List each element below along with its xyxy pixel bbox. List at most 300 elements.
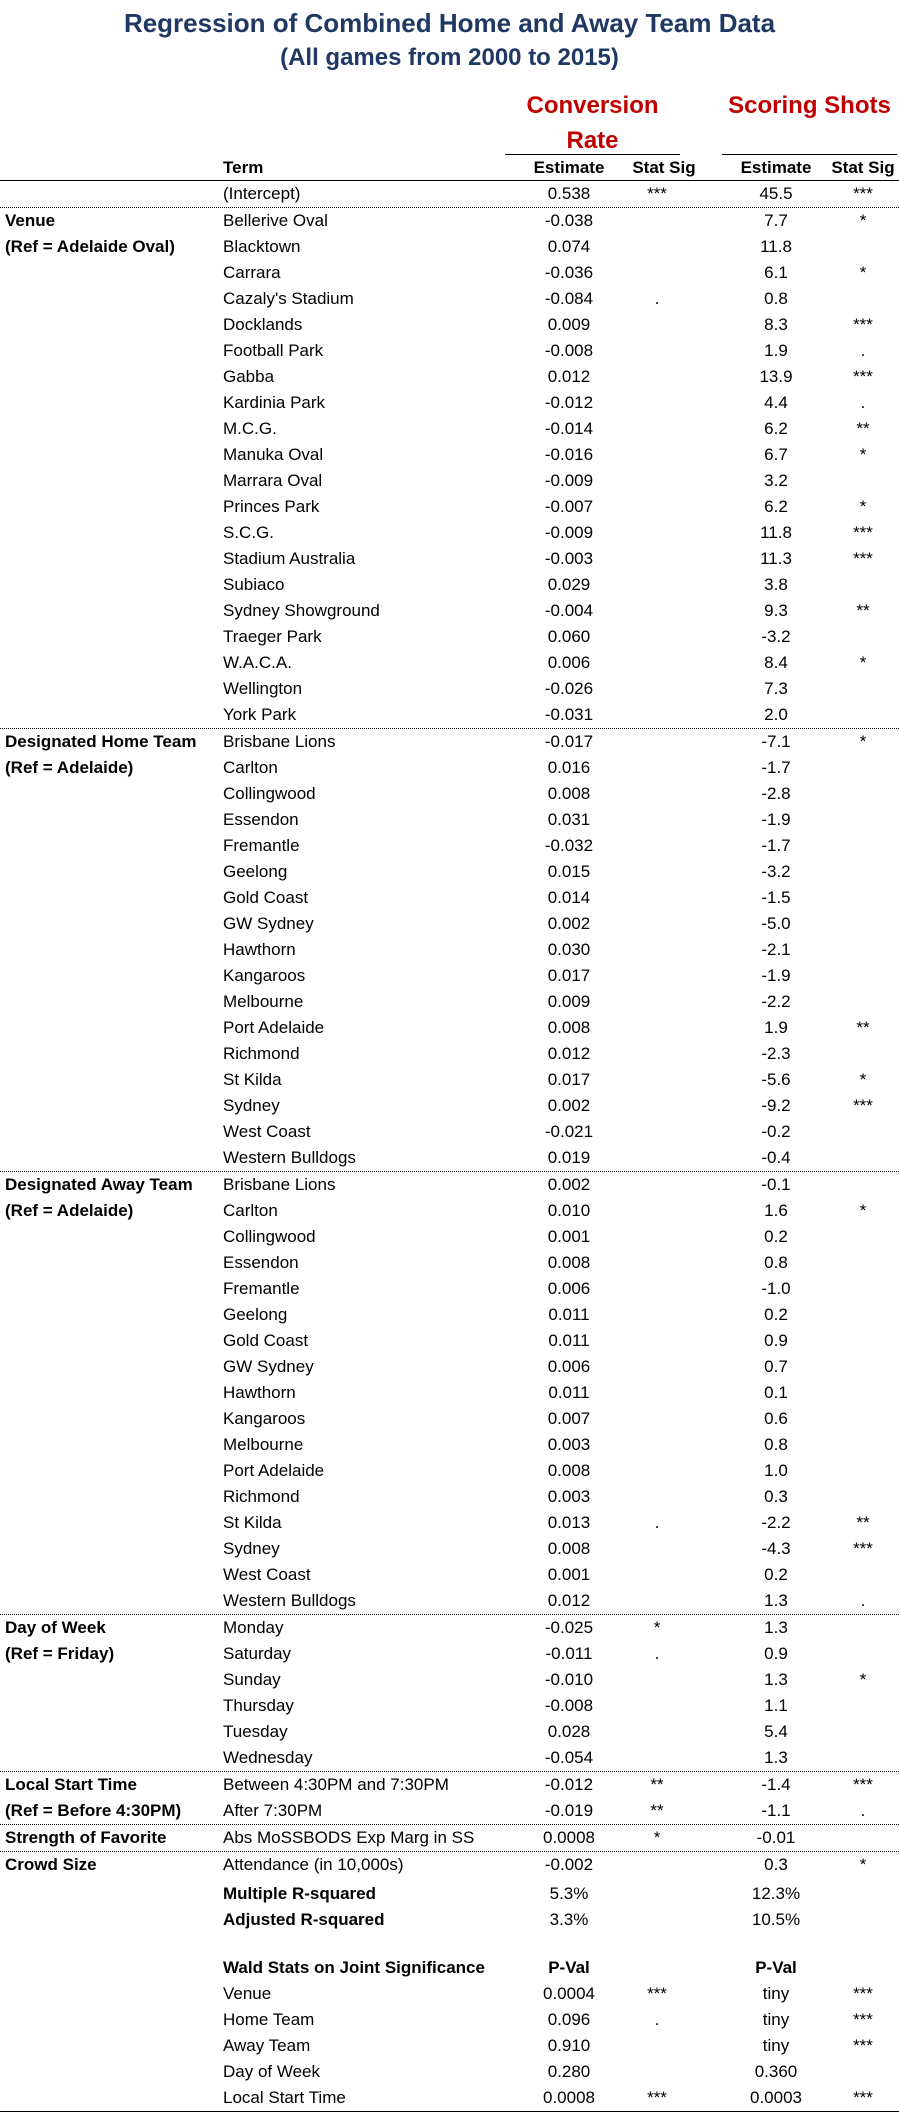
scoring-estimate-cell: -3.2 [761, 627, 791, 646]
conversion-estimate-cell: 0.009 [547, 992, 591, 1011]
conversion-estimate-cell: 0.003 [547, 1435, 591, 1454]
table-row [0, 1067, 899, 1093]
section-reference: (Ref = Friday) [5, 1644, 115, 1663]
table-row [0, 1667, 899, 1693]
conversion-stat-sig-cell: *** [647, 184, 667, 203]
wald-row [0, 1981, 899, 2007]
wald-conversion-estimate-cell: 0.0008 [543, 2088, 595, 2107]
table-row [0, 1745, 899, 1772]
scoring-estimate-cell: 4.4 [764, 393, 788, 412]
scoring-shots-underline [722, 154, 897, 155]
term-cell: GW Sydney [223, 1357, 314, 1376]
conversion-estimate-cell: 0.008 [547, 1461, 591, 1480]
conversion-estimate-cell: 0.002 [547, 1175, 591, 1194]
conversion-stat-sig-cell: ** [650, 1801, 664, 1820]
term-cell: W.A.C.A. [223, 653, 292, 672]
term-cell: Blacktown [223, 237, 301, 256]
scoring-estimate-cell: 1.3 [764, 1591, 788, 1610]
term-cell: Western Bulldogs [223, 1148, 356, 1167]
conversion-estimate-cell: 0.016 [547, 758, 591, 777]
conversion-estimate-cell: 0.011 [548, 1383, 590, 1402]
fit-row [0, 1881, 899, 1907]
conversion-estimate-cell: 0.015 [547, 862, 591, 881]
table-row [0, 598, 899, 624]
fit-row [0, 1907, 899, 1933]
term-cell: Marrara Oval [223, 471, 323, 490]
term-cell: St Kilda [223, 1070, 282, 1089]
conversion-stat-sig-cell: . [654, 1513, 660, 1532]
term-cell: Western Bulldogs [223, 1591, 356, 1610]
conversion-estimate-cell: 0.002 [547, 1096, 591, 1115]
term-cell: M.C.G. [223, 419, 277, 438]
scoring-stat-sig-cell: * [859, 263, 867, 282]
table-row [0, 1772, 899, 1798]
table-row [0, 416, 899, 442]
scoring-estimate-cell: 0.3 [764, 1487, 788, 1506]
section-label: Designated Home Team [5, 732, 197, 751]
conversion-estimate-header: Estimate [533, 158, 605, 177]
term-cell: Port Adelaide [223, 1461, 325, 1480]
conversion-estimate-cell: -0.084 [544, 289, 594, 308]
term-cell: Fremantle [223, 836, 300, 855]
table-row [0, 1354, 899, 1380]
section-label: Strength of Favorite [5, 1828, 167, 1847]
column-header-row [0, 156, 899, 180]
fit-scoring-value: 12.3% [751, 1884, 801, 1903]
table-row [0, 989, 899, 1015]
section-label: Designated Away Team [5, 1175, 193, 1194]
conversion-estimate-cell: 0.006 [547, 1357, 591, 1376]
table-row [0, 1536, 899, 1562]
table-row [0, 546, 899, 572]
term-cell: Richmond [223, 1487, 300, 1506]
scoring-estimate-cell: 2.0 [764, 705, 788, 724]
table-row [0, 859, 899, 885]
conversion-estimate-cell: -0.017 [544, 732, 594, 751]
scoring-estimate-cell: -4.3 [761, 1539, 791, 1558]
conversion-rate-underline [505, 154, 680, 155]
table-row [0, 1458, 899, 1484]
table-row [0, 1562, 899, 1588]
term-cell: Kangaroos [223, 966, 306, 985]
wald-conversion-estimate-cell: 0.910 [547, 2036, 591, 2055]
term-cell: Attendance (in 10,000s) [223, 1855, 404, 1874]
table-row [0, 1276, 899, 1302]
table-row [0, 1250, 899, 1276]
scoring-estimate-cell: 1.3 [764, 1618, 788, 1637]
table-row [0, 468, 899, 494]
wald-conversion-pval-header: P-Val [548, 1958, 590, 1977]
table-row [0, 650, 899, 676]
section-label: Day of Week [5, 1618, 106, 1637]
scoring-estimate-cell: 7.7 [764, 211, 788, 230]
term-cell: Carlton [223, 1201, 278, 1220]
scoring-estimate-cell: 0.8 [764, 1253, 788, 1272]
term-cell: West Coast [223, 1122, 311, 1141]
term-cell: York Park [223, 705, 297, 724]
conversion-stat-sig-cell: * [653, 1618, 661, 1637]
term-cell: St Kilda [223, 1513, 282, 1532]
table-row [0, 1041, 899, 1067]
conversion-estimate-cell: 0.001 [547, 1227, 591, 1246]
conversion-stat-sig-header: Stat Sig [632, 158, 696, 177]
wald-scoring-pval-header: P-Val [755, 1958, 797, 1977]
scoring-estimate-cell: 3.8 [764, 575, 788, 594]
wald-scoring-stat-sig-cell: *** [853, 2088, 873, 2107]
scoring-estimate-cell: 0.9 [764, 1331, 788, 1350]
scoring-estimate-cell: 1.1 [764, 1696, 788, 1715]
wald-term-cell: Local Start Time [223, 2088, 346, 2107]
scoring-stat-sig-cell: * [859, 1070, 867, 1089]
term-cell: Manuka Oval [223, 445, 324, 464]
section-reference: (Ref = Adelaide) [5, 1201, 134, 1220]
term-cell: Essendon [223, 1253, 299, 1272]
section-label: Venue [5, 211, 56, 230]
table-row [0, 520, 899, 546]
table-row [0, 390, 899, 416]
scoring-stat-sig-cell: ** [856, 1018, 870, 1037]
term-cell: Princes Park [223, 497, 320, 516]
conversion-estimate-cell: 0.029 [547, 575, 591, 594]
conversion-estimate-cell: 0.0008 [543, 1828, 595, 1847]
scoring-estimate-cell: -5.6 [761, 1070, 791, 1089]
scoring-estimate-cell: 1.3 [764, 1670, 788, 1689]
table-row [0, 676, 899, 702]
scoring-estimate-cell: 1.6 [764, 1201, 788, 1220]
scoring-stat-sig-cell: * [859, 497, 867, 516]
conversion-estimate-cell: 0.012 [547, 367, 591, 386]
conversion-estimate-cell: -0.054 [544, 1748, 594, 1767]
table-row [0, 1198, 899, 1224]
table-row [0, 1119, 899, 1145]
scoring-estimate-cell: -2.2 [761, 1513, 791, 1532]
conversion-estimate-cell: -0.026 [544, 679, 594, 698]
table-row [0, 781, 899, 807]
scoring-stat-sig-cell: *** [853, 367, 873, 386]
scoring-estimate-cell: 7.3 [764, 679, 788, 698]
table-row [0, 338, 899, 364]
scoring-estimate-cell: -2.1 [761, 940, 791, 959]
term-cell: Wellington [223, 679, 303, 698]
conversion-stat-sig-cell: ** [650, 1775, 664, 1794]
term-cell: Geelong [223, 862, 288, 881]
page-subtitle: (All games from 2000 to 2015) [280, 44, 619, 71]
table-row [0, 312, 899, 338]
coefficient-table [0, 181, 899, 1878]
term-cell: Kardinia Park [223, 393, 326, 412]
conversion-estimate-cell: -0.003 [544, 549, 594, 568]
scoring-estimate-cell: -0.4 [761, 1148, 791, 1167]
scoring-stat-sig-cell: ** [856, 601, 870, 620]
conversion-estimate-cell: -0.032 [544, 836, 594, 855]
scoring-estimate-cell: 0.3 [764, 1855, 788, 1874]
term-cell: Traeger Park [223, 627, 322, 646]
conversion-estimate-cell: -0.038 [544, 211, 594, 230]
conversion-estimate-cell: -0.008 [544, 341, 594, 360]
term-cell: Cazaly's Stadium [223, 289, 354, 308]
conversion-estimate-cell: 0.008 [547, 1539, 591, 1558]
term-cell: Geelong [223, 1305, 288, 1324]
scoring-stat-sig-cell: * [859, 445, 867, 464]
table-row [0, 1328, 899, 1354]
scoring-estimate-cell: -1.9 [761, 966, 791, 985]
conversion-estimate-cell: 0.074 [547, 237, 591, 256]
scoring-estimate-cell: 1.3 [764, 1748, 788, 1767]
conversion-estimate-cell: 0.001 [547, 1565, 591, 1584]
scoring-estimate-cell: 0.9 [764, 1644, 788, 1663]
term-cell: Brisbane Lions [223, 1175, 336, 1194]
scoring-estimate-cell: 45.5 [759, 184, 793, 203]
wald-term-cell: Venue [223, 1984, 272, 2003]
conversion-estimate-cell: -0.036 [544, 263, 594, 282]
wald-scoring-estimate-cell: tiny [762, 2036, 790, 2055]
conversion-estimate-cell: 0.006 [547, 653, 591, 672]
conversion-estimate-cell: 0.030 [547, 940, 591, 959]
term-cell: Brisbane Lions [223, 732, 336, 751]
scoring-estimate-cell: 8.3 [764, 315, 788, 334]
conversion-estimate-cell: 0.028 [547, 1722, 591, 1741]
scoring-estimate-cell: 8.4 [764, 653, 788, 672]
wald-conversion-estimate-cell: 0.280 [547, 2062, 591, 2081]
conversion-estimate-cell: 0.014 [547, 888, 591, 907]
conversion-estimate-cell: 0.012 [547, 1044, 591, 1063]
term-cell: Carlton [223, 758, 278, 777]
table-row [0, 1798, 899, 1825]
wald-term-cell: Away Team [223, 2036, 311, 2055]
conversion-estimate-cell: -0.009 [544, 523, 594, 542]
conversion-stat-sig-cell: . [654, 1644, 660, 1663]
table-row [0, 624, 899, 650]
table-row [0, 208, 899, 234]
wald-term-cell: Home Team [223, 2010, 315, 2029]
scoring-estimate-cell: 5.4 [764, 1722, 788, 1741]
wald-scoring-stat-sig-cell: *** [853, 2036, 873, 2055]
scoring-stat-sig-cell: * [859, 211, 867, 230]
conversion-estimate-cell: 0.011 [548, 1305, 590, 1324]
wald-conversion-estimate-cell: 0.096 [547, 2010, 591, 2029]
conversion-estimate-cell: 0.007 [547, 1409, 591, 1428]
section-label: Local Start Time [5, 1775, 137, 1794]
scoring-estimate-cell: 11.8 [760, 523, 792, 542]
table-row [0, 1224, 899, 1250]
scoring-estimate-cell: 0.8 [764, 289, 788, 308]
term-cell: Gabba [223, 367, 275, 386]
table-row [0, 937, 899, 963]
conversion-stat-sig-cell: * [653, 1828, 661, 1847]
table-row [0, 494, 899, 520]
scoring-estimate-cell: 0.8 [764, 1435, 788, 1454]
conversion-estimate-cell: 0.008 [547, 784, 591, 803]
scoring-estimate-cell: -1.0 [761, 1279, 791, 1298]
table-end-rule [0, 2111, 899, 2112]
scoring-estimate-cell: -7.1 [761, 732, 791, 751]
scoring-estimate-cell: -1.9 [761, 810, 791, 829]
term-cell: Hawthorn [223, 1383, 296, 1402]
scoring-stat-sig-cell: * [859, 1670, 867, 1689]
term-cell: Abs MoSSBODS Exp Marg in SS [223, 1828, 475, 1847]
fit-label: Multiple R-squared [223, 1884, 377, 1903]
conversion-estimate-cell: 0.019 [547, 1148, 591, 1167]
section-reference: (Ref = Adelaide Oval) [5, 237, 175, 256]
table-row [0, 1093, 899, 1119]
scoring-stat-sig-cell: *** [853, 315, 873, 334]
scoring-estimate-cell: 3.2 [764, 471, 788, 490]
conversion-estimate-cell: -0.004 [544, 601, 594, 620]
scoring-shots-group-header: Scoring Shots [728, 92, 891, 119]
term-cell: Richmond [223, 1044, 300, 1063]
term-cell: Sydney Showground [223, 601, 380, 620]
table-row [0, 1825, 899, 1852]
term-cell: After 7:30PM [223, 1801, 323, 1820]
table-row [0, 234, 899, 260]
scoring-estimate-cell: -9.2 [761, 1096, 791, 1115]
wald-term-cell: Day of Week [223, 2062, 321, 2081]
table-row [0, 833, 899, 859]
scoring-estimate-header: Estimate [740, 158, 812, 177]
term-cell: Thursday [223, 1696, 294, 1715]
section-reference: (Ref = Adelaide) [5, 758, 134, 777]
term-cell: Stadium Australia [223, 549, 356, 568]
term-cell: Docklands [223, 315, 303, 334]
scoring-estimate-cell: -1.4 [761, 1775, 791, 1794]
scoring-stat-sig-cell: *** [853, 523, 873, 542]
table-row [0, 181, 899, 208]
scoring-estimate-cell: -1.1 [761, 1801, 791, 1820]
conversion-rate-group-header: Conversion Rate [526, 92, 659, 154]
wald-rows [0, 1981, 899, 2111]
term-cell: Gold Coast [223, 888, 309, 907]
table-row [0, 1484, 899, 1510]
scoring-stat-sig-cell: . [860, 393, 866, 412]
table-row [0, 260, 899, 286]
table-row [0, 911, 899, 937]
table-row [0, 729, 899, 755]
conversion-estimate-cell: 0.017 [547, 1070, 591, 1089]
conversion-estimate-cell: -0.012 [544, 1775, 594, 1794]
table-row [0, 1432, 899, 1458]
table-row [0, 572, 899, 598]
conversion-estimate-cell: 0.003 [547, 1487, 591, 1506]
fit-conversion-value: 3.3% [549, 1910, 589, 1929]
wald-row [0, 2059, 899, 2085]
scoring-estimate-cell: -2.2 [761, 992, 791, 1011]
scoring-estimate-cell: 1.9 [764, 1018, 788, 1037]
conversion-estimate-cell: -0.019 [544, 1801, 594, 1820]
conversion-estimate-cell: 0.017 [547, 966, 591, 985]
table-row [0, 1588, 899, 1615]
scoring-stat-sig-cell: *** [853, 549, 873, 568]
conversion-estimate-cell: 0.013 [547, 1513, 591, 1532]
scoring-estimate-cell: -1.5 [761, 888, 791, 907]
wald-scoring-stat-sig-cell: *** [853, 1984, 873, 2003]
conversion-estimate-cell: -0.010 [544, 1670, 594, 1689]
table-row [0, 1615, 899, 1641]
term-cell: Port Adelaide [223, 1018, 325, 1037]
scoring-estimate-cell: 0.6 [764, 1409, 788, 1428]
scoring-stat-sig-cell: *** [853, 1096, 873, 1115]
wald-conversion-stat-sig-cell: . [654, 2010, 660, 2029]
scoring-estimate-cell: -1.7 [761, 836, 791, 855]
conversion-estimate-cell: 0.008 [547, 1253, 591, 1272]
term-cell: Carrara [223, 263, 281, 282]
term-cell: Collingwood [223, 784, 316, 803]
conversion-estimate-cell: 0.010 [547, 1201, 591, 1220]
conversion-estimate-cell: 0.006 [547, 1279, 591, 1298]
conversion-estimate-cell: -0.031 [544, 705, 594, 724]
scoring-estimate-cell: 13.9 [759, 367, 793, 386]
conversion-estimate-cell: -0.021 [544, 1122, 594, 1141]
term-cell: Sydney [223, 1539, 280, 1558]
scoring-estimate-cell: -0.1 [761, 1175, 791, 1194]
scoring-estimate-cell: 1.9 [764, 341, 788, 360]
table-row [0, 364, 899, 390]
conversion-estimate-cell: -0.016 [544, 445, 594, 464]
scoring-estimate-cell: 6.7 [764, 445, 788, 464]
scoring-estimate-cell: 6.2 [764, 497, 788, 516]
conversion-estimate-cell: 0.012 [547, 1591, 591, 1610]
table-row [0, 702, 899, 729]
table-row [0, 1641, 899, 1667]
conversion-estimate-cell: 0.009 [547, 315, 591, 334]
table-row [0, 286, 899, 312]
model-summary [0, 1873, 899, 2111]
scoring-estimate-cell: 6.2 [764, 419, 788, 438]
scoring-stat-sig-cell: *** [853, 1775, 873, 1794]
term-cell: Wednesday [223, 1748, 313, 1767]
scoring-stat-sig-cell: . [860, 1801, 866, 1820]
term-cell: (Intercept) [223, 184, 301, 203]
scoring-estimate-cell: -2.8 [761, 784, 791, 803]
conversion-estimate-cell: 0.060 [547, 627, 591, 646]
term-cell: Melbourne [223, 992, 304, 1011]
conversion-estimate-cell: -0.012 [544, 393, 594, 412]
term-cell: Collingwood [223, 1227, 316, 1246]
term-cell: Sunday [223, 1670, 281, 1689]
table-row [0, 885, 899, 911]
wald-scoring-estimate-cell: 0.0003 [750, 2088, 802, 2107]
scoring-estimate-cell: 6.1 [764, 263, 788, 282]
scoring-estimate-cell: 9.3 [764, 601, 788, 620]
wald-conversion-estimate-cell: 0.0004 [543, 1984, 595, 2003]
wald-scoring-estimate-cell: 0.360 [754, 2062, 798, 2081]
fit-label: Adjusted R-squared [223, 1910, 385, 1929]
conversion-estimate-cell: 0.538 [547, 184, 591, 203]
conversion-estimate-cell: -0.008 [544, 1696, 594, 1715]
scoring-stat-sig-cell: *** [853, 1539, 873, 1558]
table-row [0, 807, 899, 833]
scoring-estimate-cell: -3.2 [761, 862, 791, 881]
scoring-estimate-cell: -0.01 [756, 1828, 796, 1847]
scoring-stat-sig-cell: * [859, 1855, 867, 1874]
term-cell: Melbourne [223, 1435, 304, 1454]
term-column-header: Term [223, 158, 264, 177]
scoring-estimate-cell: 0.2 [764, 1227, 788, 1246]
term-cell: Between 4:30PM and 7:30PM [223, 1775, 449, 1794]
section-reference: (Ref = Before 4:30PM) [5, 1801, 182, 1820]
term-cell: GW Sydney [223, 914, 314, 933]
table-row [0, 1172, 899, 1198]
term-cell: Kangaroos [223, 1409, 306, 1428]
conversion-estimate-cell: -0.009 [544, 471, 594, 490]
term-cell: Subiaco [223, 575, 285, 594]
fit-scoring-value: 10.5% [751, 1910, 801, 1929]
wald-header-row [0, 1955, 899, 1981]
term-cell: West Coast [223, 1565, 311, 1584]
fit-conversion-value: 5.3% [549, 1884, 589, 1903]
wald-conversion-stat-sig-cell: *** [647, 1984, 667, 2003]
conversion-estimate-cell: 0.008 [547, 1018, 591, 1037]
table-row [0, 1015, 899, 1041]
